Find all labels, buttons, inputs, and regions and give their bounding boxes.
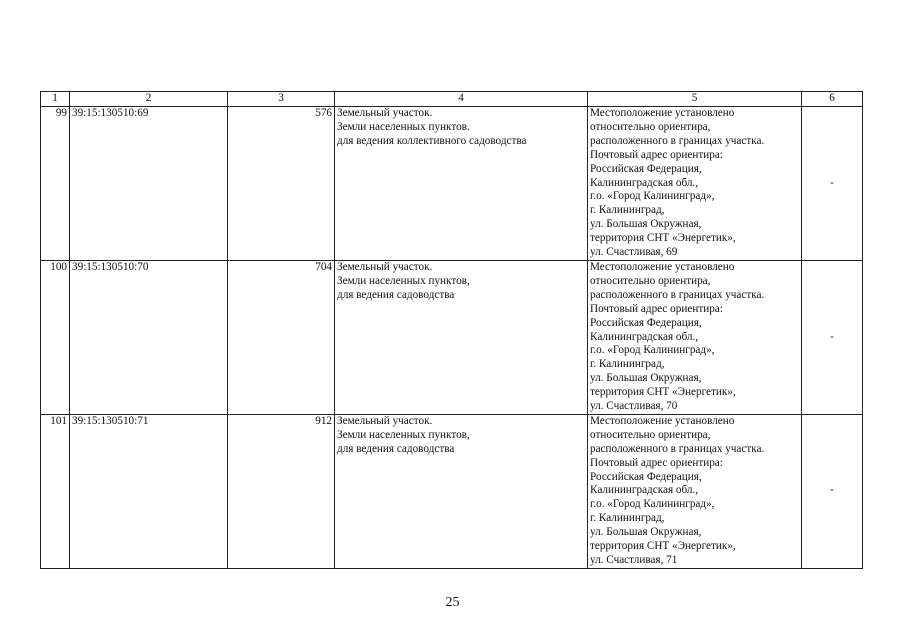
location-line: Местоположение установлено: [590, 260, 735, 273]
location-line: Калининградская обл.,: [590, 176, 699, 189]
description-cell: [335, 414, 588, 568]
column-header: 6: [802, 92, 863, 107]
location-line: территория СНТ «Энергетик»,: [590, 540, 736, 553]
column-6-cell: -: [802, 260, 863, 414]
cadastral-number-cell: 39:15:130510:71: [70, 414, 228, 568]
location-line: г. Калининград,: [590, 512, 665, 525]
location-line: Российская Федерация,: [590, 470, 702, 483]
location-cell: [588, 414, 802, 568]
location-line: Калининградская обл.,: [590, 484, 699, 497]
table-row: [41, 414, 863, 568]
table-header-row: [41, 92, 863, 107]
location-cell: [588, 107, 802, 261]
location-line: г.о. «Город Калининград»,: [590, 344, 715, 357]
location-line: г. Калининград,: [590, 358, 665, 371]
location-line: ул. Счастливая, 71: [590, 554, 678, 566]
location-line: ул. Счастливая, 70: [590, 400, 678, 413]
location-line: ул. Большая Окружная,: [590, 526, 702, 539]
cadastral-number-cell: 39:15:130510:70: [70, 260, 228, 414]
location-line: ул. Большая Окружная,: [590, 372, 702, 385]
column-header: 2: [70, 92, 228, 107]
column-header: 3: [228, 92, 335, 107]
location-line: относительно ориентира,: [590, 120, 711, 133]
location-line: относительно ориентира,: [590, 274, 711, 287]
column-header: 4: [335, 92, 588, 107]
location-line: территория СНТ «Энергетик»,: [590, 386, 736, 399]
description-line: для ведения садоводства: [337, 288, 455, 301]
area-cell: 704: [228, 260, 335, 414]
location-line: Почтовый адрес ориентира:: [590, 148, 723, 161]
land-plots-table: [40, 91, 863, 569]
location-line: г.о. «Город Калининград»,: [590, 498, 715, 511]
location-line: Почтовый адрес ориентира:: [590, 302, 723, 315]
table-row: [41, 260, 863, 414]
description-line: Земельный участок.: [337, 260, 433, 273]
page-number: 25: [445, 595, 460, 610]
location-line: расположенного в границах участка.: [590, 288, 765, 301]
location-line: Российская Федерация,: [590, 162, 702, 175]
row-number-cell: 99: [41, 107, 70, 261]
area-cell: 576: [228, 107, 335, 261]
location-line: г.о. «Город Калининград»,: [590, 190, 715, 203]
location-line: относительно ориентира,: [590, 428, 711, 441]
location-line: ул. Большая Окружная,: [590, 218, 702, 231]
description-line: Земельный участок.: [337, 414, 433, 427]
column-header: 5: [588, 92, 802, 107]
location-line: Российская Федерация,: [590, 316, 702, 329]
cadastral-number-cell: 39:15:130510:69: [70, 107, 228, 261]
area-cell: 912: [228, 414, 335, 568]
description-line: для ведения садоводства: [337, 442, 455, 455]
description-line: Земли населенных пунктов,: [337, 428, 470, 441]
column-6-cell: -: [802, 107, 863, 261]
description-line: Земельный участок.: [337, 107, 433, 119]
description-line: Земли населенных пунктов.: [337, 120, 470, 133]
table-row: [41, 107, 863, 261]
description-line: Земли населенных пунктов,: [337, 274, 470, 287]
location-line: Почтовый адрес ориентира:: [590, 456, 723, 469]
column-header: 1: [41, 92, 70, 107]
location-line: Калининградская обл.,: [590, 330, 699, 343]
location-line: Местоположение установлено: [590, 414, 735, 427]
description-cell: [335, 260, 588, 414]
row-number-cell: 100: [41, 260, 70, 414]
location-line: территория СНТ «Энергетик»,: [590, 232, 736, 245]
description-line: для ведения коллективного садоводства: [337, 134, 527, 147]
location-line: расположенного в границах участка.: [590, 442, 765, 455]
location-cell: [588, 260, 802, 414]
description-cell: [335, 107, 588, 261]
location-line: г. Калининград,: [590, 204, 665, 217]
location-line: Местоположение установлено: [590, 107, 735, 119]
location-line: ул. Счастливая, 69: [590, 246, 678, 259]
column-6-cell: -: [802, 414, 863, 568]
row-number-cell: 101: [41, 414, 70, 568]
location-line: расположенного в границах участка.: [590, 134, 765, 147]
